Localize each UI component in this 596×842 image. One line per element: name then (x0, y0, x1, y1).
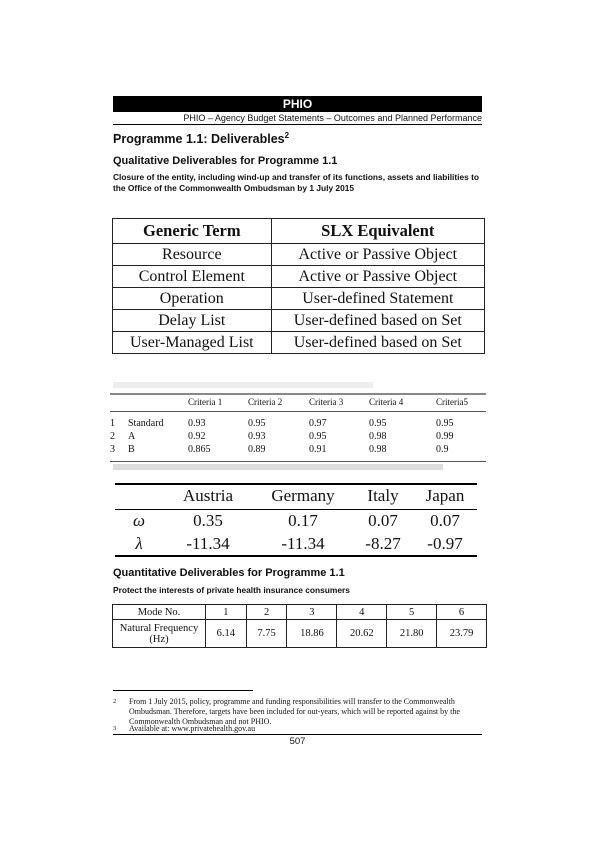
footnote-text: Available at: www.privatehealth.gov.au (129, 724, 256, 733)
table-cell: 0.17 (288, 510, 318, 530)
table-cell: 0.99 (436, 431, 454, 442)
table-row (115, 532, 477, 555)
table-cell: 0.07 (430, 510, 460, 530)
table-row (113, 310, 485, 332)
country-table (115, 483, 477, 555)
table-cell: 1 (206, 605, 247, 620)
table-cell: Delay List (113, 310, 272, 332)
table-cell: 0.95 (309, 431, 327, 442)
table-cell: 2 (110, 431, 115, 442)
obscured-text-strip (113, 382, 373, 388)
table-cell: 0.95 (436, 418, 454, 429)
table-row (113, 620, 487, 648)
table-row (113, 266, 485, 288)
table-cell: 0.35 (193, 510, 223, 530)
qualitative-heading: Qualitative Deliverables for Programme 1.1 (113, 155, 338, 167)
table-cell: 1 (110, 418, 115, 429)
table-cell: 0.92 (188, 431, 206, 442)
programme-heading: Programme 1.1: Deliverables$^2$ (113, 131, 290, 147)
table-cell: Natural Frequency (Hz) (113, 620, 206, 648)
table-cell: 0.95 (248, 418, 266, 429)
table3-bottom-rule (115, 555, 477, 557)
table-cell: B (128, 444, 135, 455)
footnote-ref[interactable]: 2 (284, 131, 290, 140)
table3-header-japan: Japan (425, 486, 465, 505)
table-cell: 3 (110, 444, 115, 455)
table2-header-c1: Criteria 1 (188, 393, 248, 412)
protect-text: Protect the interests of private health insurance consumers (113, 585, 350, 595)
table-cell: 18.86 (287, 620, 337, 648)
table3-header-blank (115, 483, 163, 509)
table2-header-c4: Criteria 4 (369, 393, 436, 412)
table-cell: ω (132, 510, 145, 530)
footnote-text: From 1 July 2015, policy, programme and funding responsibilities will transfer to the Commonwealth Ombudsman. Therefore, targets have been included for out-years, which will be reported against by the Commonwealth Ombudsman and not PHIO. (129, 697, 460, 726)
table-cell: 0.91 (309, 444, 327, 455)
table-cell: 0.93 (188, 418, 206, 429)
table-row (110, 412, 486, 431)
table-cell: 0.98 (369, 431, 387, 442)
table-cell: 23.79 (437, 620, 487, 648)
table2-bottom-rule (110, 461, 486, 462)
table3-header-austria: Austria (182, 486, 234, 505)
table1-header-generic: Generic Term (113, 219, 272, 244)
table-cell: 0.93 (248, 431, 266, 442)
header-subtitle: PHIO – Agency Budget Statements – Outcomes and Planned Performance (183, 113, 482, 123)
table-cell: User-defined based on Set (271, 332, 484, 354)
table-cell: User-Managed List (113, 332, 272, 354)
footnote-divider (113, 690, 253, 691)
table-cell: 0.97 (309, 418, 327, 429)
table-cell: User-defined based on Set (271, 310, 484, 332)
table-cell: 0.07 (368, 510, 398, 530)
generic-term-table (112, 218, 485, 354)
table2-header-c2: Criteria 2 (248, 393, 309, 412)
table-cell: 7.75 (246, 620, 287, 648)
table-row (113, 605, 487, 620)
table-cell: 0.98 (369, 444, 387, 455)
table-row (113, 244, 485, 266)
table2-header-c5: Criteria5 (436, 393, 486, 412)
footer-divider (113, 734, 482, 735)
table-cell: λ (135, 533, 143, 553)
table2-header-c3: Criteria 3 (309, 393, 369, 412)
table-cell: 3 (287, 605, 337, 620)
table-cell: 0.865 (188, 444, 211, 455)
table-cell: Control Element (113, 266, 272, 288)
header-title: PHIO (113, 96, 482, 112)
header-divider (113, 124, 482, 125)
table-cell: 5 (387, 605, 437, 620)
obscured-text-strip (113, 464, 443, 470)
table-row (113, 288, 485, 310)
table3-header-germany: Germany (271, 486, 335, 505)
table-cell: Resource (113, 244, 272, 266)
page-number: 507 (289, 736, 306, 747)
table-cell: 0.89 (248, 444, 266, 455)
table-cell: 21.80 (387, 620, 437, 648)
table3-header-italy: Italy (367, 486, 399, 505)
table-cell: Mode No. (113, 605, 206, 620)
table-cell: 2 (246, 605, 287, 620)
table-row (110, 443, 486, 456)
table-cell: 4 (337, 605, 387, 620)
criteria-table (110, 393, 486, 456)
table-row (110, 430, 486, 443)
table-row (115, 509, 477, 532)
table-cell: 6.14 (206, 620, 247, 648)
table-cell: -11.34 (281, 533, 325, 553)
footnote-3 (113, 724, 482, 734)
table-cell: 6 (437, 605, 487, 620)
table2-header-idx (110, 393, 128, 412)
footnote-number: 2 (113, 698, 117, 705)
table-cell: 0.95 (369, 418, 387, 429)
table2-header-name (128, 393, 188, 412)
table-cell: -0.97 (427, 533, 463, 553)
table-row (113, 332, 485, 354)
footnote-number: 3 (113, 725, 117, 732)
table-cell: Active or Passive Object (271, 266, 484, 288)
closure-text: Closure of the entity, including wind-up and transfer of its functions, assets and liabilities to the Office of the Commonwealth Ombudsman by 1 July 2015 (113, 172, 480, 193)
table-cell: User-defined Statement (271, 288, 484, 310)
table-cell: 0.9 (436, 444, 449, 455)
table-cell: Standard (128, 418, 164, 429)
table-cell: A (128, 431, 136, 442)
table-cell: Active or Passive Object (271, 244, 484, 266)
table1-header-slx: SLX Equivalent (271, 219, 484, 244)
table-cell: -11.34 (186, 533, 230, 553)
table-cell: -8.27 (365, 533, 401, 553)
quantitative-heading: Quantitative Deliverables for Programme 1.1 (113, 567, 345, 579)
mode-frequency-table (112, 604, 487, 648)
table-cell: 20.62 (337, 620, 387, 648)
table-cell: Operation (113, 288, 272, 310)
